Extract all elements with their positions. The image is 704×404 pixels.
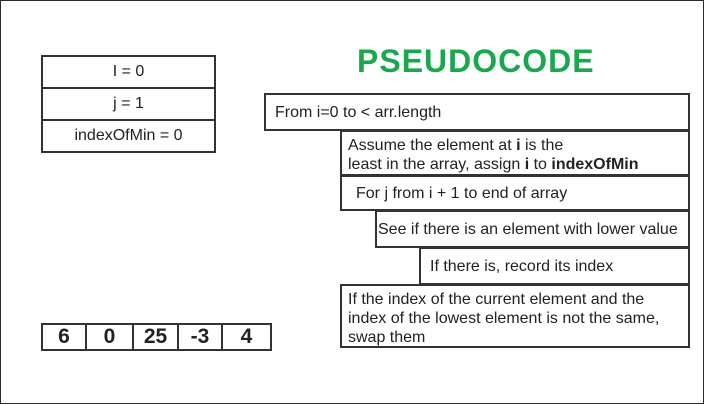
array-cell: 4 [240, 325, 253, 348]
array-cell: -3 [179, 325, 223, 349]
step-swap-line3: swap them [348, 329, 426, 346]
step-assume-min-line2: least in the array, assign i to indexOfMin [348, 156, 639, 173]
array-row [41, 323, 272, 351]
array-cell: 6 [43, 325, 87, 349]
step-assume-min-line1: Assume the element at i is the [348, 137, 564, 154]
step-swap [340, 284, 690, 348]
array-cell: 25 [134, 325, 179, 349]
step-outer-loop: From i=0 to < arr.length [264, 93, 690, 131]
pseudocode-title: PSEUDOCODE [357, 43, 595, 79]
step-compare: See if there is an element with lower value [375, 210, 690, 248]
step-inner-loop: For j from i + 1 to end of array [340, 175, 690, 211]
variable-j: j = 1 [43, 89, 214, 121]
step-swap-line1: If the index of the current element and the [348, 291, 645, 308]
variable-index-of-min: indexOfMin = 0 [43, 121, 214, 153]
variable-i: I = 0 [43, 57, 214, 89]
variables-panel [41, 55, 216, 153]
step-assume-min [340, 130, 690, 176]
array-cell: 0 [87, 325, 134, 349]
step-record-index: If there is, record its index [419, 247, 690, 285]
step-swap-line2: index of the lowest element is not the same, [348, 310, 660, 327]
